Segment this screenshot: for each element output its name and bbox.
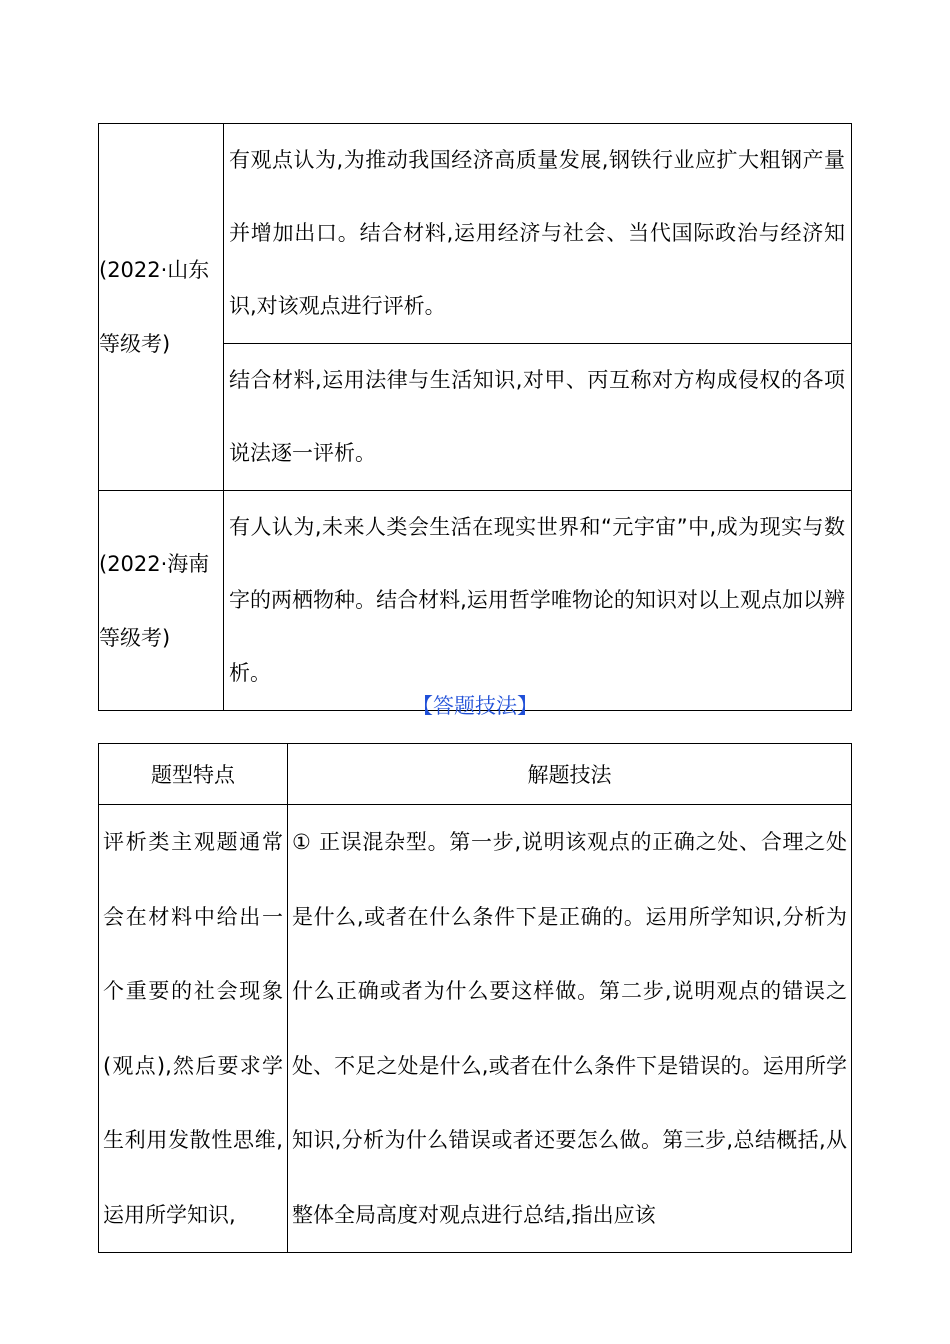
header-feature: 题型特点 — [99, 744, 288, 805]
exam-source-label: (2022·海南等级考) — [99, 551, 210, 650]
exam-source-cell — [99, 124, 224, 491]
header-method: 解题技法 — [288, 744, 852, 805]
question-cell — [224, 124, 852, 344]
method-cell: ① 正误混杂型。第一步,说明该观点的正确之处、合理之处是什么,或者在什么条件下是正确的。运用所学知识,分析为什么正确或者为什么要这样做。第二步,说明观点的错误之处、不足之处是什么,或者在什么条件下是错误的。运用所学知识,分析为什么错误或者还要怎么做。第三步,总结概括,从整体全局高度对观点进行总结,指出应该 — [288, 805, 852, 1253]
question-text: 有人认为,未来人类会生活在现实世界和“元宇宙”中,成为现实与数字的两栖物种。结合材料,运用哲学唯物论的知识对以上观点加以辨析。 — [229, 515, 845, 685]
section-title: 【答题技法】 — [412, 694, 538, 718]
exam-questions-table — [98, 123, 852, 711]
question-cell — [224, 344, 852, 491]
answer-method-table — [98, 743, 852, 1253]
feature-cell: 评析类主观题通常会在材料中给出一个重要的社会现象(观点),然后要求学生利用发散性思维,运用所学知识, — [99, 805, 288, 1253]
question-text: 有观点认为,为推动我国经济高质量发展,钢铁行业应扩大粗钢产量并增加出口。结合材料,运用经济与社会、当代国际政治与经济知识,对该观点进行评析。 — [229, 148, 845, 318]
exam-source-label: (2022·山东等级考) — [99, 258, 210, 356]
question-cell — [224, 491, 852, 711]
exam-source-cell — [99, 491, 224, 711]
question-text: 结合材料,运用法律与生活知识,对甲、丙互称对方构成侵权的各项说法逐一评析。 — [229, 368, 845, 465]
